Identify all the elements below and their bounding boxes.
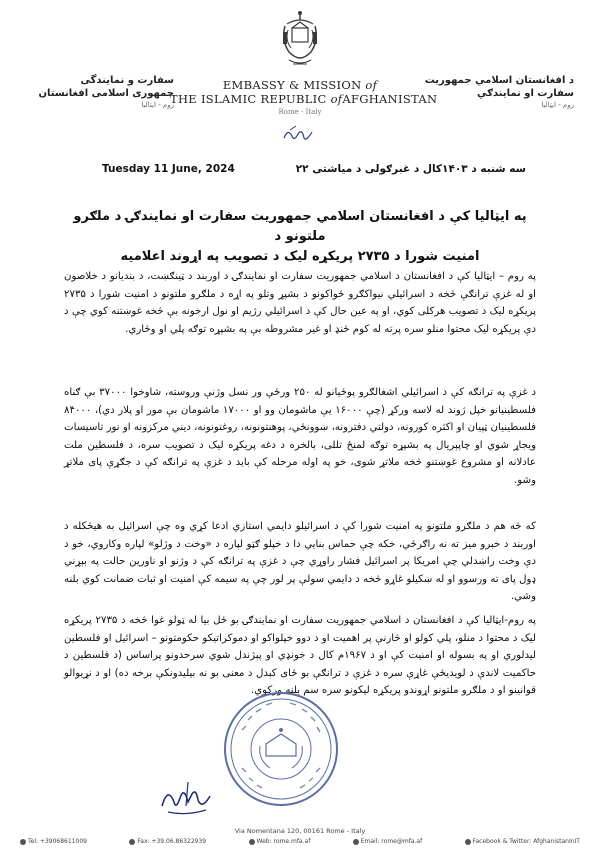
footer-contacts bbox=[20, 838, 580, 845]
paragraph-2: د غزې په ترانګه کې د اسرائیلي اشغالګرو پوځیانو له ۲۵۰ ورځې ور نسل وژنې وروسته، شاوخوا ۳۷۰۰۰ بې ګناه فلسطینیانو خپل ژوند له لاسه ورکړ (چې ۱۶۰۰۰ یې ماشومان وو او ۱۷۰۰۰ ماشومان بې مور او پلار دي)، ۸۴۰۰۰ فلسطینیان ټپیان او اکثره کورونه، دولتي دفترونه، ښوونځي، پوهنتونونه، روغتونونه، دیني مرکزونه او نور تاسیسات ویجاړ شوي او چاپېریال په بشپړه توګه لمنځ تللی، بالخره د دغه پریکړه لیک د تصویب سره، د فلسطین ملت عادلانه او مشروع غوښتنو څخه ملاتړ شوی، خو په اوله مرحله کې باید د غزې په ترانګه کې د جګړې پای ملاتړ وشو. bbox=[64, 387, 537, 486]
handwritten-initials bbox=[278, 124, 318, 146]
letterhead-dari bbox=[24, 74, 174, 111]
letterhead-english bbox=[170, 78, 438, 118]
paragraph-4: په روم-ایټالیا کې د افغانستان د اسلامي جمهوریت سفارت او نمایندګۍ بو ځل بیا له ټولو غوا څخه د ۲۷۳۵ پریکړه لیک د محتوا د منلو، پلي کولو او څارنې پر اهمیت او د دوو خپلواکو او دموکراتیکو حکومتونو – اسرائیل او فلسطین لیدلوري او په بسوله او امنیت کې او د ۱۹۶۷م کال د خونډي او پېژندل شوي سرحدونو پراساس (د فلسطین د حاکمیت لاندې د لویدیځې غاړې سره د غزې د ترانګې بو ځای کېدل د معنی بو نه بیلیدونکې برخه ده) او د نړیوالو قوانینو او د ملګرو ملتونو اړوندو پریکړه لیکونو سره سم بلنه ورکوي. bbox=[64, 615, 536, 696]
letterhead-english-line1: EMBASSY & MISSION of bbox=[222, 78, 378, 92]
letterhead-pashto-line1: د افغانستان اسلامي جمهوریت bbox=[424, 75, 574, 86]
letterhead-english-line2: THE ISLAMIC REPUBLIC ofAFGHANISTAN bbox=[170, 92, 438, 106]
document-title bbox=[64, 207, 536, 267]
phone-icon bbox=[20, 839, 26, 845]
letterhead-english-location: Rome - Italy bbox=[278, 108, 322, 116]
footer-tel: Tel: +39068611009 bbox=[20, 838, 87, 845]
document-title-line1: په ایټالیا کې د افغانستان اسلامي جمهوریت سفارت او نمایندګۍ د ملګرو ملتونو د bbox=[73, 209, 527, 244]
social-icon bbox=[465, 839, 471, 845]
footer-web[interactable]: Web: rome.mfa.af bbox=[249, 838, 311, 845]
footer-fax: Fax: +39.06.86322939 bbox=[129, 838, 206, 845]
footer-email[interactable]: Email: rome@mfa.af bbox=[353, 838, 422, 845]
footer-social[interactable]: Facebook & Twitter: AfghanistanInIT bbox=[465, 838, 580, 845]
letterhead-pashto-location: روم - ایټالیا bbox=[541, 101, 574, 109]
date-english: Tuesday 11 June, 2024 bbox=[102, 163, 235, 175]
letterhead-pashto bbox=[424, 74, 574, 111]
date-pashto: سه شنبه د ۱۴۰۳کال د غبرګولی د میاشتی ۲۲ bbox=[295, 163, 526, 175]
fax-icon bbox=[129, 839, 135, 845]
paragraph-1: په روم – ایټالیا کې د افغانستان د اسلامي جمهوریت سفارت او نمایندګۍ د اوربند د ټینګښت، د بندیانو د خلاصون او له غزې ترانګې څخه د اسرائیلي نیواکګرو ځواکونو د بشپړ وتلو په اړه د ملګرو ملتونو د امنیت شورا د ۲۷۳۵ پریکړه لیک د تصویب هرکلی کوي، او په عین حال کې د اسرائیلي رژیم او نول ارخونه بې څخه غوښتنه کوي چې د دې پریکړه لیک محتوا منلو سره پرته له کوم ځنډ او غیر مشروطه بې په بشپړه توګه پلي او وځاري. bbox=[64, 271, 536, 335]
letterhead-pashto-line2: سفارت او نمایندګي bbox=[477, 88, 574, 99]
letterhead-dari-line1: سفارت و نمایندگی bbox=[80, 75, 174, 86]
paragraph-3: که څه هم د ملګرو ملتونو په امنیت شورا کې د اسرائیلو دایمي استازي ادعا کړي وه چې اسرائیل به هیڅکله د اوربند د خبرو میز ته نه راګرځي، خکه چې حماس بنایي دا د خپلو ګټو لپاره د «وخت د وژلو» لپاره وکاروي، خو د دې وخت راښدلي چې امریکا پر اسرائیل فشار راوړي چې د غزې په ترانګه کې د وژنو او ناورین حالت په بېړني ډول پای ته ورسوو او له ښکیلو غاړو څخه د دایمي سولې پر لور چې په سیمه کې امنیت او ثبات ضمانت کوي بلنه وشي. bbox=[64, 521, 536, 602]
letterhead-dari-line2: جمهوری اسلامی افغانستان bbox=[38, 88, 174, 99]
letterhead-dari-location: روم - ایتالیا bbox=[141, 101, 174, 109]
globe-icon bbox=[249, 839, 255, 845]
national-emblem-icon bbox=[277, 10, 323, 72]
document-title-line2: امنیت شورا د ۲۷۳۵ پریکړه لیک د تصویب په اړوند اعلامیه bbox=[120, 249, 480, 264]
footer-address: Via Nomentana 120, 00161 Rome - Italy bbox=[234, 827, 366, 835]
email-icon bbox=[353, 839, 359, 845]
official-seal-icon bbox=[222, 690, 340, 808]
signature bbox=[158, 776, 218, 820]
